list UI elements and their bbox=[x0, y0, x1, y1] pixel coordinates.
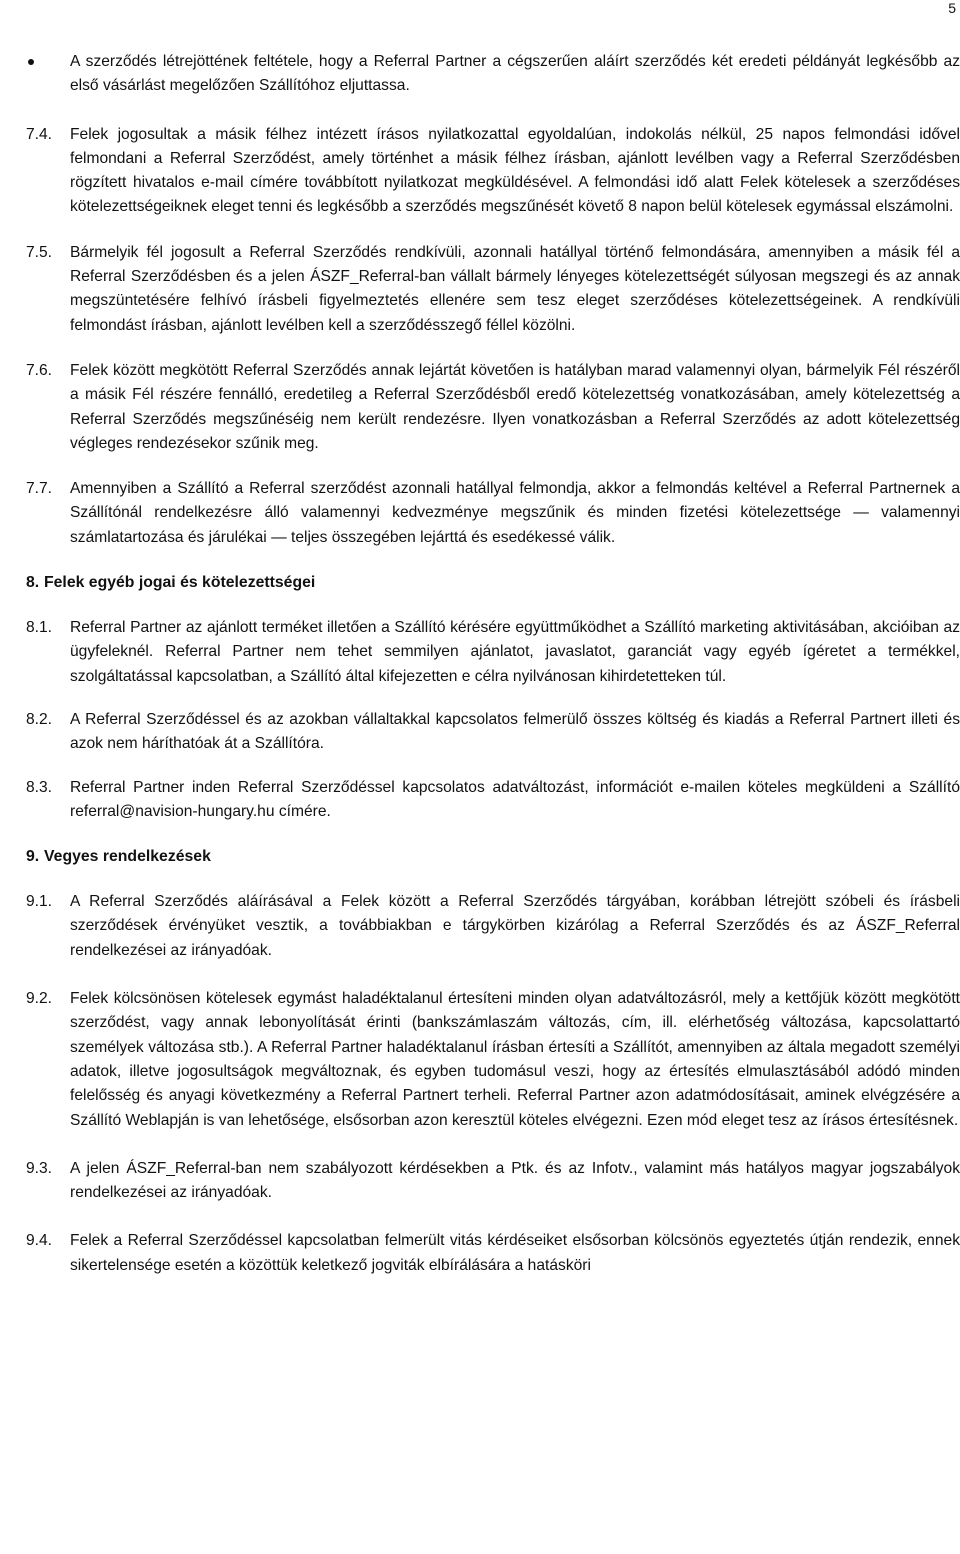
clause-text: Amennyiben a Szállító a Referral szerződést azonnali hatállyal felmondja, akkor a felmondás keltével a Referral Partnernek a Szállítónál rendelkezésre álló valamennyi kedvezménye megszűnik és minden fizetési kötelezettsége — valamennyi számlatartozása és járulékai — teljes összegében lejárttá és esedékessé válik. bbox=[70, 480, 960, 546]
clause-text: A jelen ÁSZF_Referral-ban nem szabályozott kérdésekben a Ptk. és az Infotv., valamint más hatályos magyar jogszabályok rendelkezései az irányadóak. bbox=[70, 1159, 960, 1202]
clause-7-4 bbox=[26, 123, 960, 220]
clause-7-7 bbox=[26, 477, 960, 550]
clause-number: 7.7. bbox=[26, 480, 53, 498]
clause-text: A Referral Szerződéssel és az azokban vállaltakkal kapcsolatos felmerülő összes költség és kiadás a Referral Partnert illeti és azok nem háríthatóak át a Szállítóra. bbox=[70, 710, 960, 753]
section-number: 8. bbox=[26, 574, 40, 592]
clause-text: Felek kölcsönösen kötelesek egymást haladéktalanul értesíteni minden olyan adatváltozásról, mely a kettőjük között megkötött szerződést, vagy annak lebonyolítását érinti (bankszámlaszám változás, cím, ill. elérhetőség változása, kapcsolattartó személyek változása stb.). A Referral Partner haladéktalanul írásban értesíti a Szállítót, amennyiben az általa megadott személyi adatok, illetve jogosultságok megváltoznak, és egyben tudomásul veszi, hogy az értesítés elmulasztásából adódó minden felelősség és anyagi következmény a Referral Partnert terheli. Referral Partner azon adatmódosításait, aminek elvégzésére a Szállító Weblapján is van lehetősége, elsősorban azon keresztül köteles elvégezni. Ezen mód eleget tesz az írásos értesítésnek. bbox=[70, 990, 960, 1129]
clause-7-5 bbox=[26, 241, 960, 338]
clause-number: 8.2. bbox=[26, 710, 53, 728]
clause-number: 8.3. bbox=[26, 778, 53, 796]
clause-number: 8.1. bbox=[26, 619, 53, 637]
clause-number: 9.4. bbox=[26, 1232, 53, 1250]
document-body bbox=[26, 50, 960, 1278]
bullet-item bbox=[26, 50, 960, 99]
section-title: Felek egyéb jogai és kötelezettségei bbox=[44, 574, 316, 592]
section-number: 9. bbox=[26, 848, 40, 866]
clause-9-2 bbox=[26, 987, 960, 1133]
clause-number: 9.1. bbox=[26, 893, 53, 911]
clause-number: 9.3. bbox=[26, 1159, 53, 1177]
bullet-icon bbox=[28, 59, 34, 65]
clause-number: 7.5. bbox=[26, 243, 53, 261]
clause-number: 9.2. bbox=[26, 990, 53, 1008]
clause-7-6 bbox=[26, 359, 960, 456]
clause-8-2 bbox=[26, 708, 960, 757]
clause-text: Referral Partner inden Referral Szerződéssel kapcsolatos adatváltozást, információt e-mailen köteles megküldeni a Szállító referral@navision-hungary.hu címére. bbox=[70, 778, 960, 820]
section-9-heading bbox=[26, 845, 960, 869]
bullet-text: A szerződés létrejöttének feltétele, hogy a Referral Partner a cégszerűen aláírt szerződés két eredeti példányát legkésőbb az első vásárlást megelőzően Szállítóhoz eljuttassa. bbox=[70, 53, 960, 95]
clause-number: 7.6. bbox=[26, 361, 53, 379]
clause-number: 7.4. bbox=[26, 125, 53, 143]
clause-9-1 bbox=[26, 890, 960, 963]
clause-8-3 bbox=[26, 776, 960, 825]
page-number: 5 bbox=[948, 0, 956, 16]
clause-9-4 bbox=[26, 1229, 960, 1278]
section-title: Vegyes rendelkezések bbox=[44, 848, 211, 866]
clause-text: Referral Partner az ajánlott terméket illetően a Szállító kérésére együttműködhet a Szállító marketing aktivitásában, akcióiban az ügyfeleknél. Referral Partner nem tehet semmilyen ajánlatot, javaslatot, garanciát vagy egyéb ígéretet a termékkel, szolgáltatással kapcsolatban, a Szállító által kifejezetten e célra nyilvánosan kihirdetetteken túl. bbox=[70, 619, 960, 685]
clause-text: Felek jogosultak a másik félhez intézett írásos nyilatkozattal egyoldalúan, indokolás nélkül, 25 napos felmondási idővel felmondani a Referral Szerződést, amely történhet a másik félhez írásban, ajánlott levélben vagy a Referral Szerződésben rögzített hivatalos e-mail címére továbbított nyilatkozat megküldésével. A felmondási idő alatt Felek kötelesek a szerződéses kötelezettségeiknek eleget tenni és legkésőbb a szerződés megszűnését követő 8 napon belül kötelesek egymással elszámolni. bbox=[70, 125, 960, 216]
clause-text: Felek a Referral Szerződéssel kapcsolatban felmerült vitás kérdéseiket elsősorban kölcsönös egyeztetés útján rendezik, ennek sikertelensége esetén a közöttük keletkező jogviták elbírálására a hatásköri bbox=[70, 1232, 960, 1274]
clause-text: A Referral Szerződés aláírásával a Felek között a Referral Szerződés tárgyában, korábban létrejött szóbeli és írásbeli szerződések érvényüket vesztik, a továbbiakban e tárgykörben kizárólag a Referral Szerződés és az ÁSZF_Referral rendelkezései az irányadóak. bbox=[70, 893, 960, 959]
clause-9-3 bbox=[26, 1157, 960, 1206]
clause-text: Bármelyik fél jogosult a Referral Szerződés rendkívüli, azonnali hatállyal történő felmondására, amennyiben a másik fél a Referral Szerződésben és a jelen ÁSZF_Referral-ban vállalt bármely lényeges kötelezettségét súlyosan megszegi és az annak megszüntetésére felhívó írásbeli figyelmeztetés ellenére sem tesz eleget szerződéses kötelezettségeinek. A rendkívüli felmondást írásban, ajánlott levélben kell a szerződésszegő féllel közölni. bbox=[70, 243, 960, 334]
clause-8-1 bbox=[26, 616, 960, 689]
clause-text: Felek között megkötött Referral Szerződés annak lejártát követően is hatályban marad valamennyi olyan, bármelyik Fél részéről a másik Fél részére fennálló, eredetileg a Referral Szerződésből eredő kötelezettség vonatkozásában, amely kötelezettség a Referral Szerződés megszűnéséig nem került rendezésre. Ilyen vonatkozásban a Referral Szerződés az adott kötelezettség végleges rendezésekor szűnik meg. bbox=[70, 361, 960, 452]
section-8-heading bbox=[26, 571, 960, 595]
